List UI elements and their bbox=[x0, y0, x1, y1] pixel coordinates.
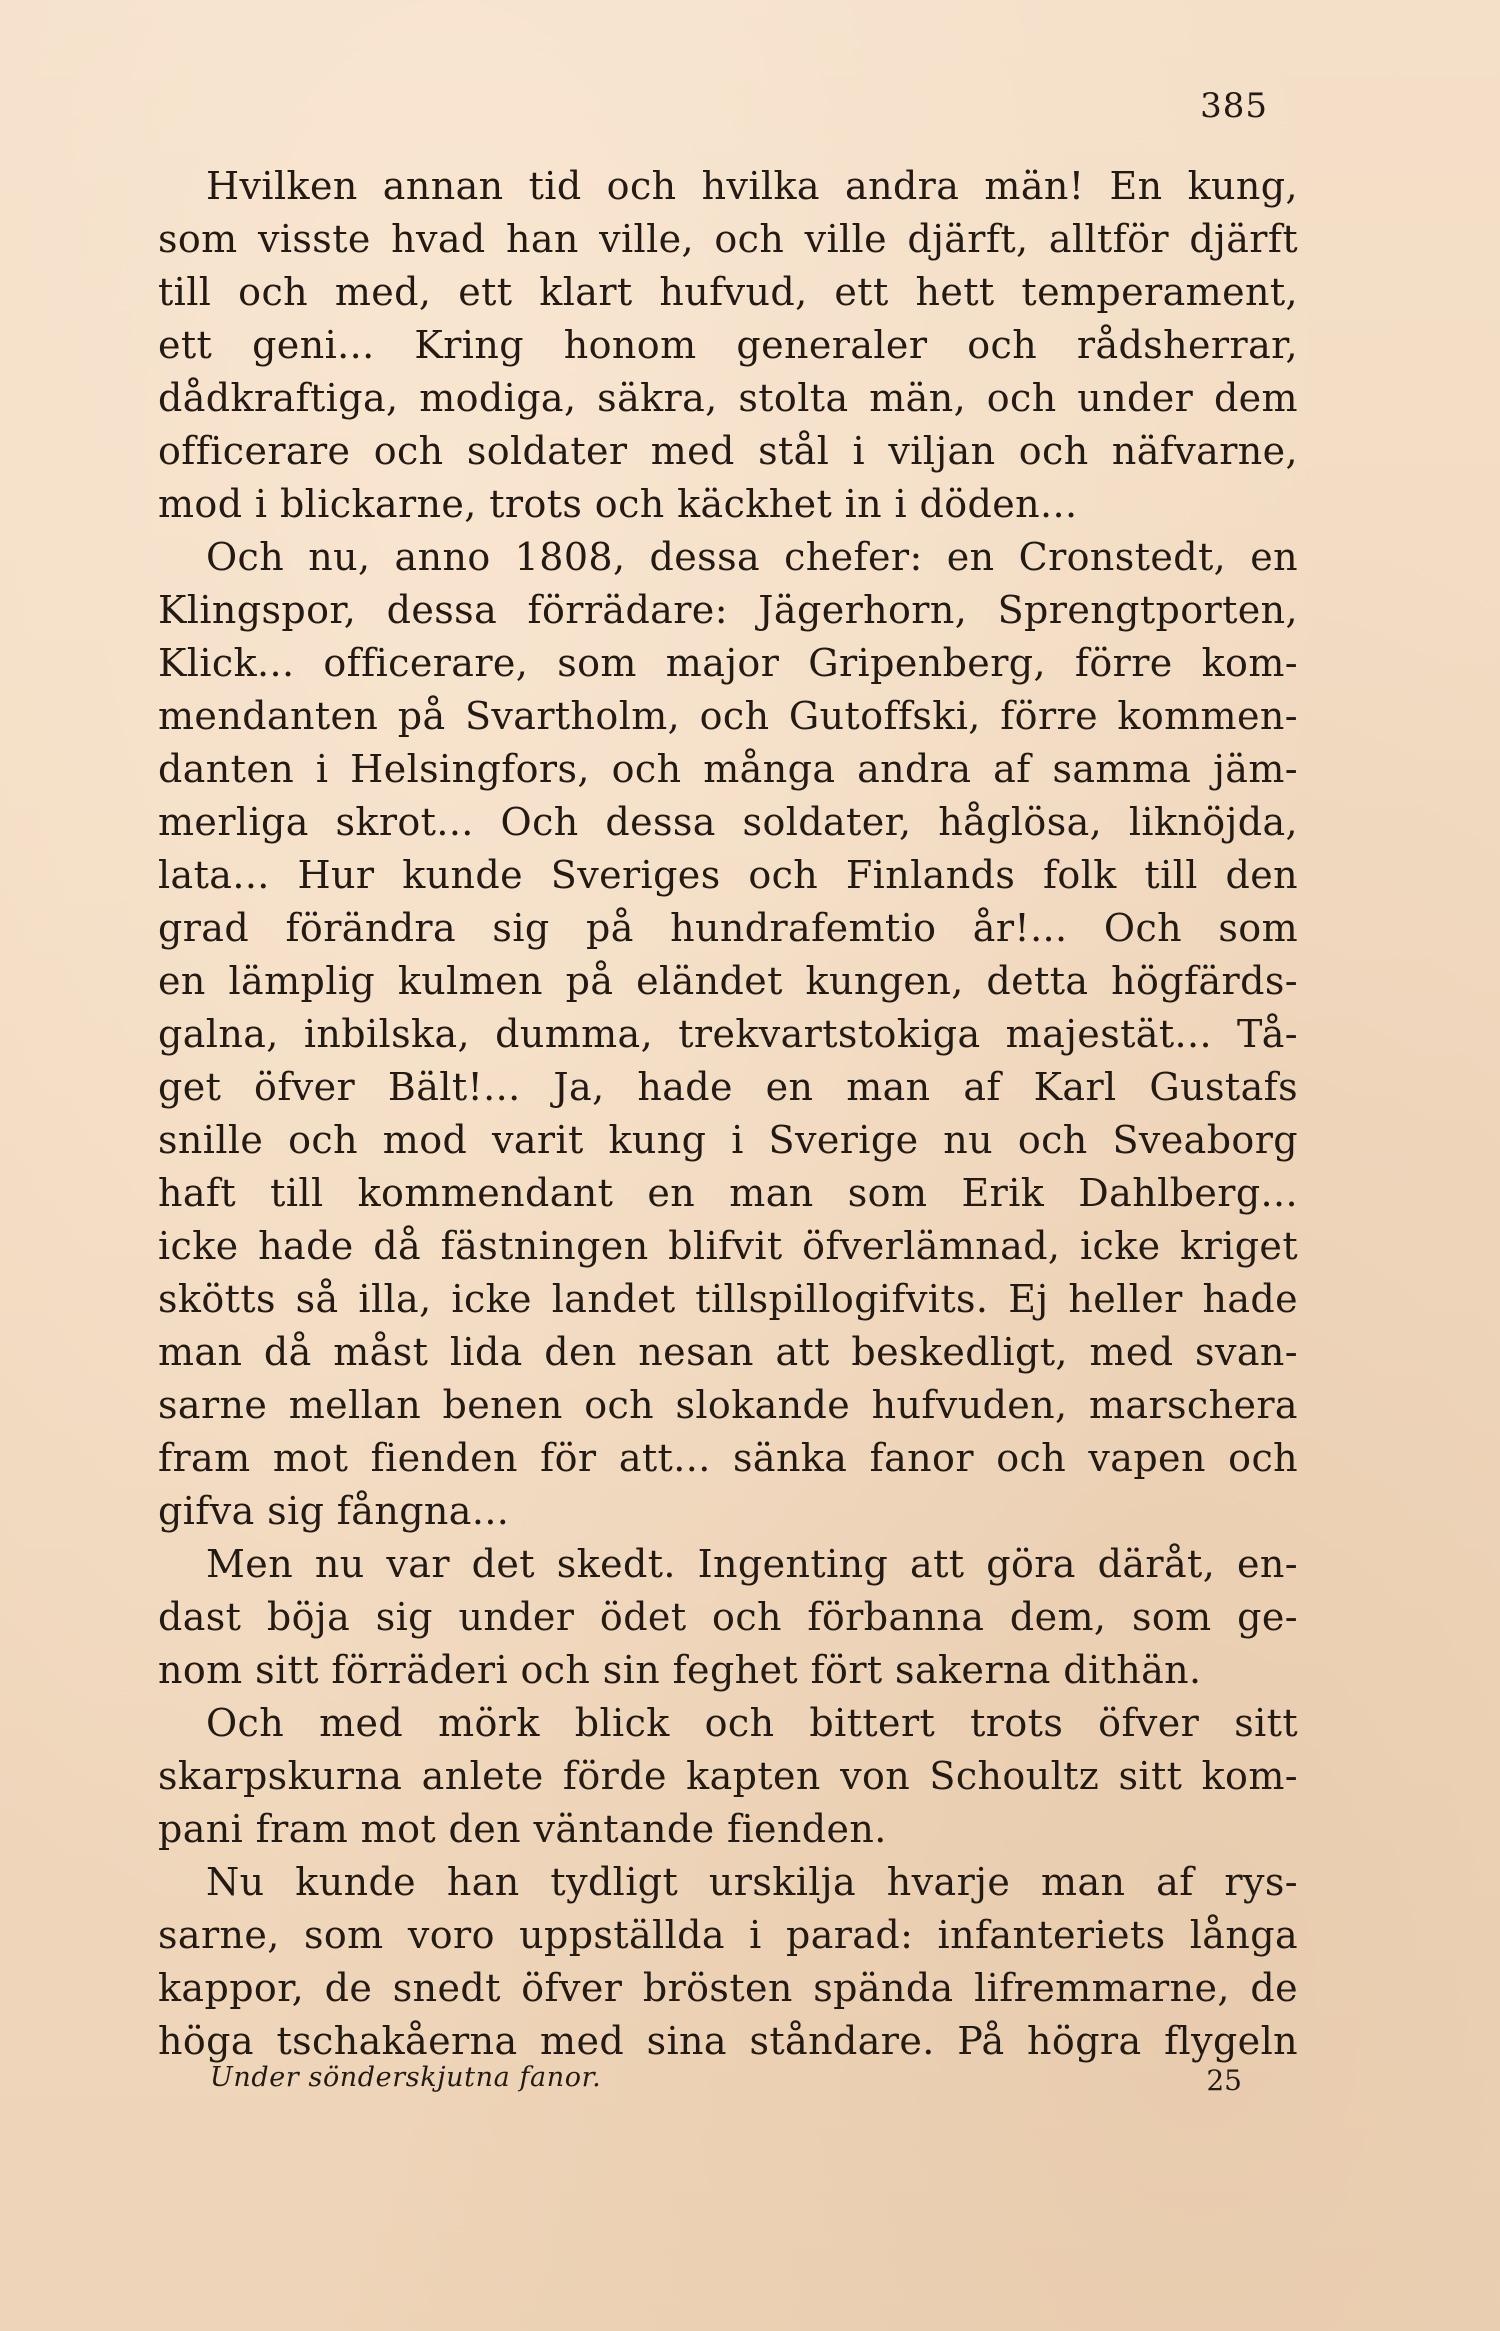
text-line: mod i blickarne, trots och käckhet in i döden... bbox=[158, 482, 1078, 526]
text-line: nom sitt förräderi och sin feghet fört sakerna dithän. bbox=[158, 1648, 1202, 1692]
text-line: dast böja sig under ödet och förbanna dem, som ge- bbox=[158, 1595, 1298, 1639]
text-line: Och nu, anno 1808, dessa chefer: en Cronstedt, en bbox=[206, 535, 1298, 579]
text-line: icke hade då fästningen blifvit öfverlämnad, icke kriget bbox=[158, 1224, 1298, 1268]
text-line: en lämplig kulmen på eländet kungen, detta högfärds- bbox=[158, 959, 1298, 1003]
text-line: kappor, de snedt öfver brösten spända lifremmarne, de bbox=[158, 1966, 1298, 2010]
text-line: grad förändra sig på hundrafemtio år!... Och som bbox=[158, 906, 1298, 950]
text-line: snille och mod varit kung i Sverige nu och Sveaborg bbox=[158, 1118, 1298, 1162]
text-line: sarne, som voro uppställda i parad: infanteriets långa bbox=[158, 1913, 1298, 1957]
text-line: pani fram mot den väntande fienden. bbox=[158, 1807, 887, 1851]
text-line: man då måst lida den nesan att beskedligt, med svan- bbox=[158, 1330, 1298, 1374]
text-line: merliga skrot... Och dessa soldater, håglösa, liknöjda, bbox=[158, 800, 1298, 844]
text-line: ett geni... Kring honom generaler och rådsherrar, bbox=[158, 323, 1298, 367]
text-line: Men nu var det skedt. Ingenting att göra däråt, en- bbox=[206, 1542, 1298, 1586]
text-line: Klingspor, dessa förrädare: Jägerhorn, Sprengtporten, bbox=[158, 588, 1298, 632]
text-line: haft till kommendant en man som Erik Dahlberg... bbox=[158, 1171, 1298, 1215]
text-line: Nu kunde han tydligt urskilja hvarje man af rys- bbox=[206, 1860, 1298, 1904]
text-line: höga tschakåerna med sina ståndare. På högra flygeln bbox=[158, 2019, 1298, 2063]
text-line: sarne mellan benen och slokande hufvuden, marschera bbox=[158, 1383, 1298, 1427]
text-line: dådkraftiga, modiga, säkra, stolta män, och under dem bbox=[158, 376, 1298, 420]
text-line: skarpskurna anlete förde kapten von Schoultz sitt kom- bbox=[158, 1754, 1298, 1798]
text-line: gifva sig fångna... bbox=[158, 1489, 510, 1533]
text-line: som visste hvad han ville, och ville djärft, alltför djärft bbox=[158, 217, 1298, 261]
text-line: danten i Helsingfors, och många andra af samma jäm- bbox=[158, 747, 1298, 791]
text-line: officerare och soldater med stål i viljan och näfvarne, bbox=[158, 429, 1298, 473]
text-line: till och med, ett klart hufvud, ett hett temperament, bbox=[158, 270, 1298, 314]
text-line: get öfver Bält!... Ja, hade en man af Karl Gustafs bbox=[158, 1065, 1298, 1109]
text-line: lata... Hur kunde Sveriges och Finlands folk till den bbox=[158, 853, 1298, 897]
text-line: galna, inbilska, dumma, trekvartstokiga majestät... Tå- bbox=[158, 1012, 1298, 1056]
text-line: Och med mörk blick och bittert trots öfver sitt bbox=[206, 1701, 1298, 1745]
text-line: Hvilken annan tid och hvilka andra män! En kung, bbox=[206, 164, 1298, 208]
text-line: skötts så illa, icke landet tillspillogifvits. Ej heller hade bbox=[158, 1277, 1298, 1321]
text-line: Klick... officerare, som major Gripenberg, förre kom- bbox=[158, 641, 1298, 685]
page-number: 385 bbox=[1200, 86, 1268, 126]
text-line: fram mot fienden för att... sänka fanor och vapen och bbox=[158, 1436, 1298, 1480]
text-line: mendanten på Svartholm, och Gutoffski, förre kommen- bbox=[158, 694, 1298, 738]
footer-signature-mark: 25 bbox=[1206, 2064, 1242, 2097]
footer-book-title: Under sönderskjutna fanor. bbox=[210, 2062, 602, 2093]
page-footer bbox=[210, 2062, 1242, 2097]
body-text bbox=[158, 160, 1298, 2068]
